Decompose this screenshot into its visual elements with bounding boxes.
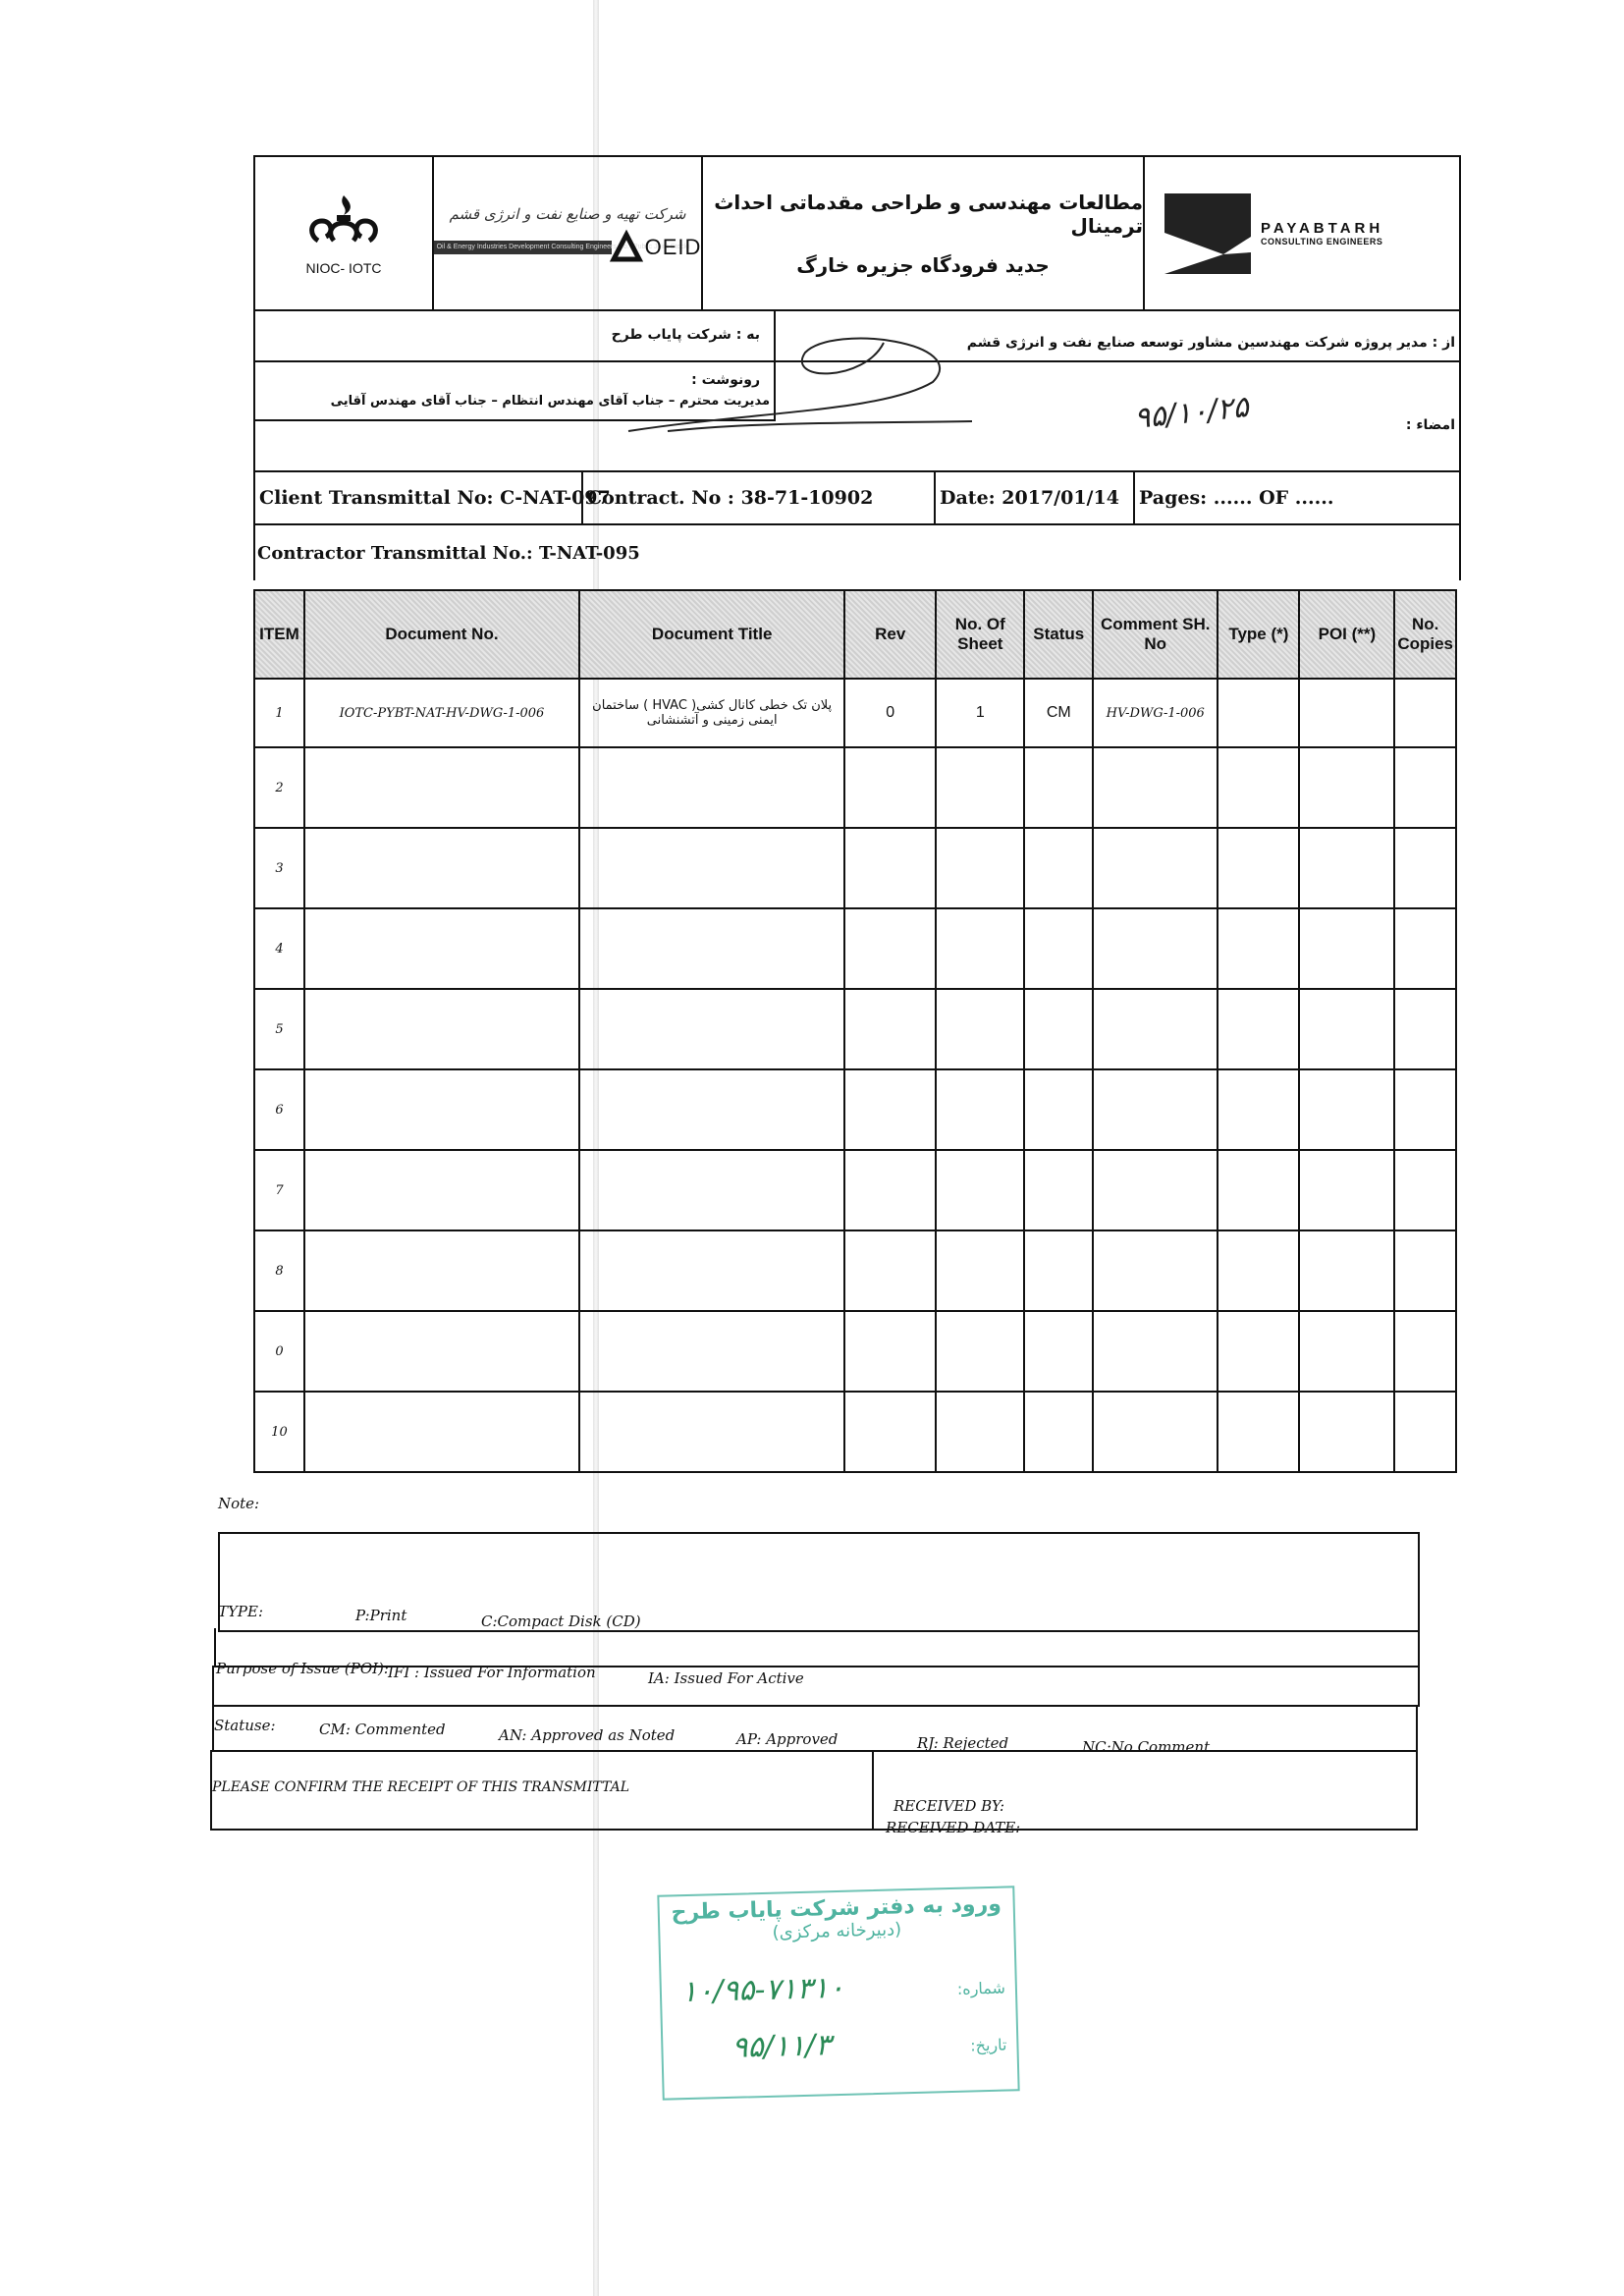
cell-comment <box>1093 1311 1218 1392</box>
nioc-label: NIOC- IOTC <box>305 259 382 276</box>
cell-status <box>1024 1150 1093 1230</box>
cell-doc-no <box>304 1392 579 1472</box>
table-row <box>254 1392 1456 1472</box>
cell-poi <box>1299 1311 1394 1392</box>
cell-rev <box>844 828 936 908</box>
cell-doc-no: IOTC-PYBT-NAT-HV-DWG-1-006 <box>304 679 579 747</box>
cell-poi <box>1299 747 1394 828</box>
transmittal-form <box>253 155 1461 580</box>
cell-status <box>1024 747 1093 828</box>
confirm-receipt-text: PLEASE CONFIRM THE RECEIPT OF THIS TRANSMITTAL <box>212 1779 629 1795</box>
sign-label: امضاء : <box>1405 417 1455 433</box>
cell-title <box>579 908 844 989</box>
cell-sheets <box>936 1230 1024 1311</box>
cell-comment <box>1093 1069 1218 1150</box>
cell-status <box>1024 1392 1093 1472</box>
cell-rev <box>844 1392 936 1472</box>
handwritten-signature <box>511 284 1021 461</box>
col-comment-sh-no: Comment SH. No <box>1093 590 1218 679</box>
cell-poi <box>1299 989 1394 1069</box>
nioc-logo <box>255 157 434 309</box>
received-by: RECEIVED BY: <box>893 1797 1005 1815</box>
cell-title <box>579 1311 844 1392</box>
cell-title <box>579 1392 844 1472</box>
payabtarh-mark-icon <box>1164 193 1251 274</box>
contractor-row <box>253 525 1461 580</box>
type-cd: C:Compact Disk (CD) <box>481 1613 641 1630</box>
status-cm: CM: Commented <box>319 1721 446 1738</box>
cell-type <box>1218 747 1299 828</box>
cell-item: 5 <box>254 989 304 1069</box>
table-row <box>254 679 1456 747</box>
payabtarh-logo <box>1145 157 1459 309</box>
cell-poi <box>1299 828 1394 908</box>
table-row <box>254 1150 1456 1230</box>
status-rj: RJ: Rejected <box>917 1734 1009 1752</box>
status-ap: AP: Approved <box>736 1730 839 1748</box>
cell-copies <box>1394 989 1456 1069</box>
stamp-number-label: شماره: <box>956 1978 1006 1998</box>
cell-doc-no <box>304 908 579 989</box>
cell-comment <box>1093 1392 1218 1472</box>
cell-type <box>1218 679 1299 747</box>
col-item: ITEM <box>254 590 304 679</box>
transmittal-info-row <box>253 472 1461 525</box>
documents-table <box>253 589 1457 1473</box>
oeid-triangle-icon <box>612 233 641 262</box>
cell-copies <box>1394 828 1456 908</box>
cell-status: CM <box>1024 679 1093 747</box>
cell-copies <box>1394 908 1456 989</box>
col-poi: POI (**) <box>1299 590 1394 679</box>
cell-doc-no <box>304 1150 579 1230</box>
cell-item: 8 <box>254 1230 304 1311</box>
cell-comment <box>1093 828 1218 908</box>
cell-sheets <box>936 989 1024 1069</box>
cell-status <box>1024 1311 1093 1392</box>
client-transmittal-no: Client Transmittal No: C-NAT-097 <box>255 472 583 523</box>
cell-item: 3 <box>254 828 304 908</box>
cell-rev <box>844 1230 936 1311</box>
stamp-number-value: ۱۰/۹۵-۷۱۳۱۰ <box>680 1970 845 2010</box>
cell-sheets <box>936 828 1024 908</box>
received-date: RECEIVED DATE: <box>886 1819 1021 1836</box>
project-title-line1: مطالعات مهندسی و طراحی مقدماتی احداث ترمینال <box>714 190 1143 238</box>
cell-type <box>1218 1150 1299 1230</box>
cell-copies <box>1394 1311 1456 1392</box>
oeid-acronym: OEID <box>644 234 702 259</box>
table-row <box>254 1230 1456 1311</box>
cell-comment <box>1093 1230 1218 1311</box>
nioc-flame-icon <box>304 191 383 250</box>
cell-copies <box>1394 1069 1456 1150</box>
cell-sheets <box>936 1311 1024 1392</box>
table-row <box>254 908 1456 989</box>
status-an: AN: Approved as Noted <box>499 1726 676 1744</box>
cell-doc-no <box>304 1311 579 1392</box>
cell-doc-no <box>304 747 579 828</box>
poi-label: Purpose of Issue (POI): <box>216 1660 389 1677</box>
cell-rev <box>844 1150 936 1230</box>
oeid-strip: Oil & Energy Industries Development Consulting Engineers Co. (Public Joint Stock) <box>434 241 612 254</box>
project-title-line2: جدید فرودگاه جزیره خارگ <box>796 252 1050 277</box>
page-count: Pages: ...... OF ...... <box>1139 487 1334 509</box>
cell-sheets <box>936 747 1024 828</box>
cell-poi <box>1299 1069 1394 1150</box>
table-row <box>254 1311 1456 1392</box>
col-no-of-sheet: No. Of Sheet <box>936 590 1024 679</box>
type-print: P:Print <box>355 1607 407 1624</box>
cell-type <box>1218 989 1299 1069</box>
poi-ifi: IFI : Issued For Information <box>388 1664 596 1681</box>
cell-item: 4 <box>254 908 304 989</box>
table-row <box>254 747 1456 828</box>
cell-sheets <box>936 1150 1024 1230</box>
cell-comment: HV-DWG-1-006 <box>1093 679 1218 747</box>
cc-sign-row <box>253 362 1461 472</box>
cell-copies <box>1394 1150 1456 1230</box>
transmittal-date: Date: 2017/01/14 <box>936 472 1135 523</box>
cell-rev <box>844 908 936 989</box>
consultant-subtitle: CONSULTING ENGINEERS <box>1261 237 1383 246</box>
cell-poi <box>1299 1230 1394 1311</box>
stamp-line1: ورود به دفتر شرکت پایاب طرح <box>671 1891 1002 1926</box>
cell-rev <box>844 1311 936 1392</box>
cell-item: 6 <box>254 1069 304 1150</box>
cell-item: 7 <box>254 1150 304 1230</box>
table-row <box>254 828 1456 908</box>
col-status: Status <box>1024 590 1093 679</box>
cell-item: 10 <box>254 1392 304 1472</box>
cc-label: رونوشت : <box>691 372 760 388</box>
status-nc: NC:No Comment <box>1082 1738 1211 1756</box>
handwritten-number: ۹۵/۱۰/۲۵ <box>1132 389 1251 437</box>
stamp-date-label: تاریخ: <box>969 2035 1007 2055</box>
note-label: Note: <box>218 1495 260 1512</box>
cell-copies <box>1394 1392 1456 1472</box>
cell-sheets <box>936 1069 1024 1150</box>
cell-sheets: 1 <box>936 679 1024 747</box>
cell-comment <box>1093 989 1218 1069</box>
cell-item: 1 <box>254 679 304 747</box>
cell-status <box>1024 908 1093 989</box>
poi-ia: IA: Issued For Active <box>648 1669 804 1687</box>
cell-sheets <box>936 908 1024 989</box>
cell-status <box>1024 828 1093 908</box>
cell-rev: 0 <box>844 679 936 747</box>
status-label: Statuse: <box>214 1717 276 1734</box>
documents-table-body <box>254 679 1456 1472</box>
stamp-line2: (دبیرخانه مرکزی) <box>772 1919 902 1943</box>
cell-title <box>579 828 844 908</box>
cell-doc-no <box>304 989 579 1069</box>
cell-type <box>1218 1392 1299 1472</box>
cell-title <box>579 989 844 1069</box>
cc-value: مدیریت محترم – جناب آقای مهندس انتظام – جناب آقای مهندس آقایی <box>330 394 770 409</box>
stamp-date-value: ۹۵/۱۱/۳ <box>731 2028 832 2065</box>
consultant-name: PAYABTARH <box>1261 220 1384 237</box>
cell-comment <box>1093 908 1218 989</box>
cell-type <box>1218 1230 1299 1311</box>
cell-rev <box>844 989 936 1069</box>
to-recipient: به : شرکت پایاب طرح <box>611 327 760 343</box>
cell-poi <box>1299 908 1394 989</box>
received-stamp <box>657 1886 1019 2100</box>
from-sender: از : مدیر پروژه شرکت مهندسین مشاور توسعه صنایع نفت و انرژی قشم <box>966 335 1455 351</box>
cell-status <box>1024 1230 1093 1311</box>
cell-title <box>579 1150 844 1230</box>
cell-copies <box>1394 679 1456 747</box>
cell-rev <box>844 747 936 828</box>
cell-type <box>1218 828 1299 908</box>
type-label: TYPE: <box>218 1603 264 1620</box>
table-row <box>254 1069 1456 1150</box>
cell-poi <box>1299 1150 1394 1230</box>
cell-rev <box>844 1069 936 1150</box>
col-type: Type (*) <box>1218 590 1299 679</box>
cell-copies <box>1394 747 1456 828</box>
contract-no: Contract. No : 38-71-10902 <box>583 472 936 523</box>
cell-type <box>1218 908 1299 989</box>
cell-type <box>1218 1311 1299 1392</box>
cell-sheets <box>936 1392 1024 1472</box>
cell-doc-no <box>304 1069 579 1150</box>
col-no-copies: No. Copies <box>1394 590 1456 679</box>
table-row <box>254 989 1456 1069</box>
cell-status <box>1024 1069 1093 1150</box>
cell-status <box>1024 989 1093 1069</box>
col-document-title: Document Title <box>579 590 844 679</box>
cell-title <box>579 1230 844 1311</box>
cell-item: 2 <box>254 747 304 828</box>
contractor-transmittal-no: Contractor Transmittal No.: T-NAT-095 <box>257 543 640 564</box>
cell-type <box>1218 1069 1299 1150</box>
cell-title: پلان تک خطی کانال کشی( HVAC ) ساختمان ایمنی زمینی و آتشنشانی <box>579 679 844 747</box>
cell-poi <box>1299 679 1394 747</box>
col-rev: Rev <box>844 590 936 679</box>
cell-item: 0 <box>254 1311 304 1392</box>
cell-comment <box>1093 747 1218 828</box>
col-document-no: Document No. <box>304 590 579 679</box>
cell-copies <box>1394 1230 1456 1311</box>
type-row <box>214 1628 1420 1667</box>
oeid-persian-name: شرکت تهیه و صنایع نفت و انرژی قشم <box>449 204 686 223</box>
cell-title <box>579 747 844 828</box>
cell-comment <box>1093 1150 1218 1230</box>
cell-poi <box>1299 1392 1394 1472</box>
cell-doc-no <box>304 828 579 908</box>
cell-title <box>579 1069 844 1150</box>
cell-doc-no <box>304 1230 579 1311</box>
